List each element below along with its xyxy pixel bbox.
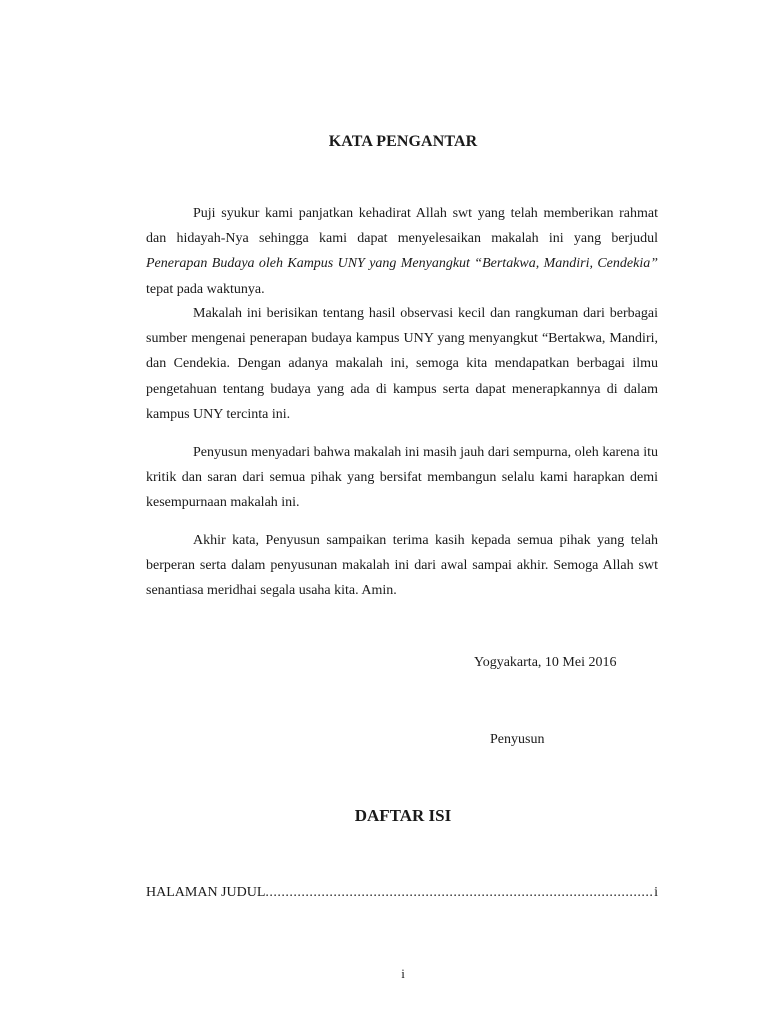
author-signature: Penyusun — [490, 732, 545, 747]
paragraph-3: Penyusun menyadari bahwa makalah ini masih jauh dari sempurna, oleh karena itu kritik dan saran dari semua pihak yang bersifat membangun selalu kami harapkan demi kesempurnaan makalah ini. — [146, 445, 658, 511]
paragraph-2: Makalah ini berisikan tentang hasil observasi kecil dan rangkuman dari berbagai sumber mengenai penerapan budaya kampus UNY yang menyangkut “Bertakwa, Mandiri, dan Cendekia. Dengan adanya makalah ini, semoga kita mendapatkan berbagai ilmu pengetahuan tentang budaya yang ada di kampus serta dapat menerapkannya di dalam kampus UNY tercinta ini. — [146, 306, 658, 422]
place-date: Yogyakarta, 10 Mei 2016 — [474, 655, 617, 670]
paragraph-1-text-before: Puji syukur kami panjatkan kehadirat Allah swt yang telah memberikan rahmat dan hidayah-Nya sehingga kami dapat menyelesaikan makalah ini yang berjudul — [146, 206, 658, 247]
page-title: KATA PENGANTAR — [328, 133, 478, 150]
page-number: i — [401, 966, 405, 981]
paper-title-italic: Penerapan Budaya oleh Kampus UNY yang Menyangkut “Bertakwa, Mandiri, Cendekia” — [146, 256, 658, 272]
toc-entry-label: HALAMAN JUDUL — [146, 885, 266, 900]
toc-title: DAFTAR ISI — [354, 806, 452, 825]
toc-leader-dots — [265, 885, 654, 901]
paragraph-1-text-after: tepat pada waktunya. — [146, 281, 265, 297]
paragraph-4: Akhir kata, Penyusun sampaikan terima kasih kepada semua pihak yang telah berperan serta dalam penyusunan makalah ini dari awal sampai akhir. Semoga Allah swt senantiasa meridhai segala usaha kita. Amin. — [146, 533, 658, 599]
toc-entry-page: i — [654, 885, 658, 900]
paragraph-1 — [146, 201, 658, 302]
toc-entry[interactable] — [146, 885, 658, 901]
